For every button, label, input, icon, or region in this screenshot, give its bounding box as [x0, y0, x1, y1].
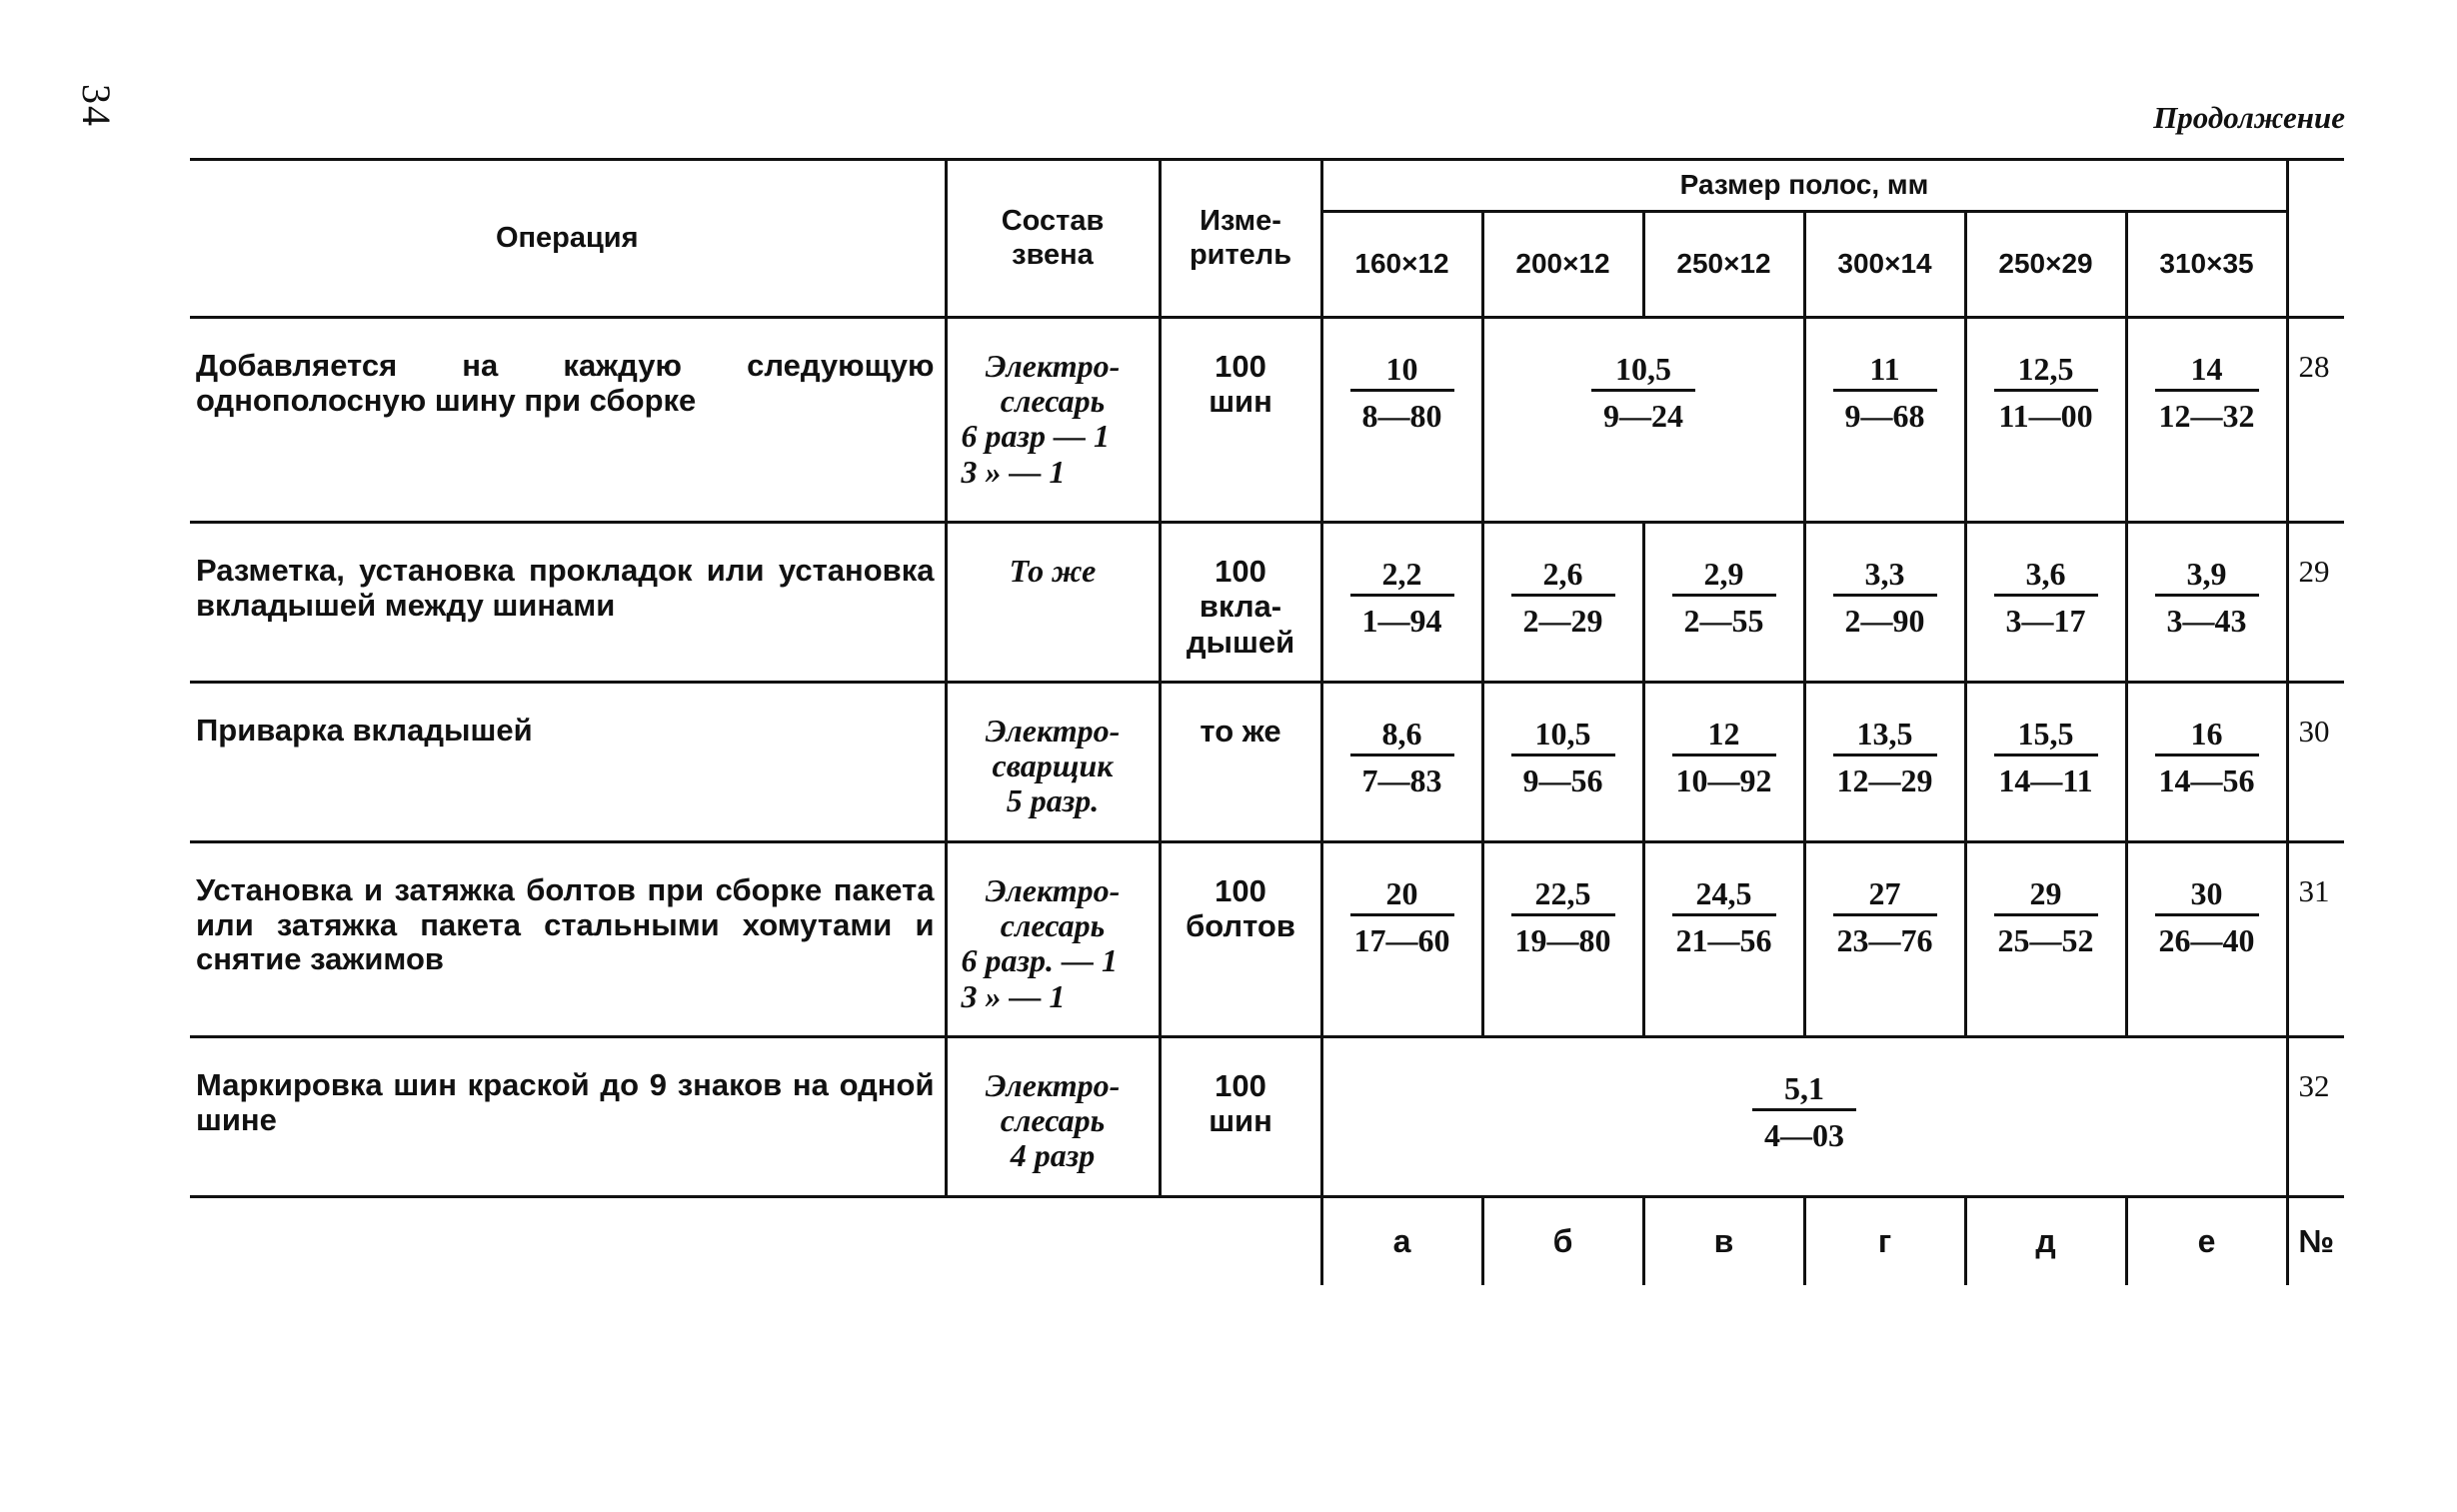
row-number: 31 — [2287, 842, 2344, 1037]
column-letter: г — [1804, 1197, 1965, 1285]
table-row — [190, 1037, 2344, 1197]
header-number-blank — [2287, 160, 2344, 318]
crew-cell: Электро- слесарь 4 разр — [946, 1037, 1160, 1197]
header-operation: Операция — [190, 160, 946, 318]
norm-value: 11 9—68 — [1804, 318, 1965, 523]
column-letter: а — [1321, 1197, 1482, 1285]
header-size: 250×29 — [1965, 212, 2126, 318]
norm-value: 3,9 3—43 — [2126, 523, 2287, 683]
row-number: 29 — [2287, 523, 2344, 683]
crew-cell: Электро- слесарь 6 разр — 1 3 » — 1 — [946, 318, 1160, 523]
header-unit: Изме- ритель — [1160, 160, 1321, 318]
column-number-label: № — [2287, 1197, 2344, 1285]
norm-value: 2,9 2—55 — [1643, 523, 1804, 683]
row-number: 28 — [2287, 318, 2344, 523]
norm-value: 13,5 12—29 — [1804, 683, 1965, 842]
table-row — [190, 318, 2344, 523]
crew-cell: Электро- сварщик 5 разр. — [946, 683, 1160, 842]
crew-cell: Электро- слесарь 6 разр. — 1 3 » — 1 — [946, 842, 1160, 1037]
header-size: 310×35 — [2126, 212, 2287, 318]
header-size: 250×12 — [1643, 212, 1804, 318]
norm-value: 20 17—60 — [1321, 842, 1482, 1037]
norm-value: 3,3 2—90 — [1804, 523, 1965, 683]
norm-value: 10,5 9—56 — [1482, 683, 1643, 842]
row-number: 30 — [2287, 683, 2344, 842]
norm-value: 15,5 14—11 — [1965, 683, 2126, 842]
norm-value: 22,5 19—80 — [1482, 842, 1643, 1037]
operation-cell: Разметка, установка прокладок или установка вкладышей между шинами — [190, 523, 946, 683]
page-number: 34 — [74, 84, 119, 128]
footer-blank — [190, 1197, 1321, 1285]
header-crew: Состав звена — [946, 160, 1160, 318]
continuation-label: Продолжение — [2153, 100, 2345, 135]
header-size: 300×14 — [1804, 212, 1965, 318]
norm-value: 12,5 11—00 — [1965, 318, 2126, 523]
norm-value: 14 12—32 — [2126, 318, 2287, 523]
norm-value: 5,1 4—03 — [1321, 1037, 2287, 1197]
column-letter: д — [1965, 1197, 2126, 1285]
norm-value: 29 25—52 — [1965, 842, 2126, 1037]
norm-value: 2,2 1—94 — [1321, 523, 1482, 683]
crew-cell: То же — [946, 523, 1160, 683]
header-size: 160×12 — [1321, 212, 1482, 318]
row-number: 32 — [2287, 1037, 2344, 1197]
norm-value: 27 23—76 — [1804, 842, 1965, 1037]
norm-value: 3,6 3—17 — [1965, 523, 2126, 683]
unit-cell: 100 шин — [1160, 318, 1321, 523]
norm-value: 2,6 2—29 — [1482, 523, 1643, 683]
header-size: 200×12 — [1482, 212, 1643, 318]
unit-cell: 100 шин — [1160, 1037, 1321, 1197]
operation-cell: Приварка вкладышей — [190, 683, 946, 842]
unit-cell: 100 болтов — [1160, 842, 1321, 1037]
operation-cell: Установка и затяжка болтов при сборке пакета или затяжка пакета стальными хомутами и снятие зажимов — [190, 842, 946, 1037]
operation-cell: Маркировка шин краской до 9 знаков на одной шине — [190, 1037, 946, 1197]
column-letter: е — [2126, 1197, 2287, 1285]
norm-value: 10 8—80 — [1321, 318, 1482, 523]
column-letter: в — [1643, 1197, 1804, 1285]
column-letters-row — [190, 1197, 2344, 1285]
unit-cell: то же — [1160, 683, 1321, 842]
norm-value: 10,5 9—24 — [1482, 318, 1804, 523]
norm-value: 24,5 21—56 — [1643, 842, 1804, 1037]
operation-cell: Добавляется на каждую следующую однополосную шину при сборке — [190, 318, 946, 523]
norm-value: 16 14—56 — [2126, 683, 2287, 842]
norm-value: 12 10—92 — [1643, 683, 1804, 842]
table-row — [190, 842, 2344, 1037]
header-strip-size: Размер полос, мм — [1321, 160, 2287, 212]
table-row — [190, 683, 2344, 842]
unit-cell: 100 вкла- дышей — [1160, 523, 1321, 683]
table-row — [190, 523, 2344, 683]
column-letter: б — [1482, 1197, 1643, 1285]
norm-value: 30 26—40 — [2126, 842, 2287, 1037]
norms-table — [190, 158, 2344, 1285]
norm-value: 8,6 7—83 — [1321, 683, 1482, 842]
